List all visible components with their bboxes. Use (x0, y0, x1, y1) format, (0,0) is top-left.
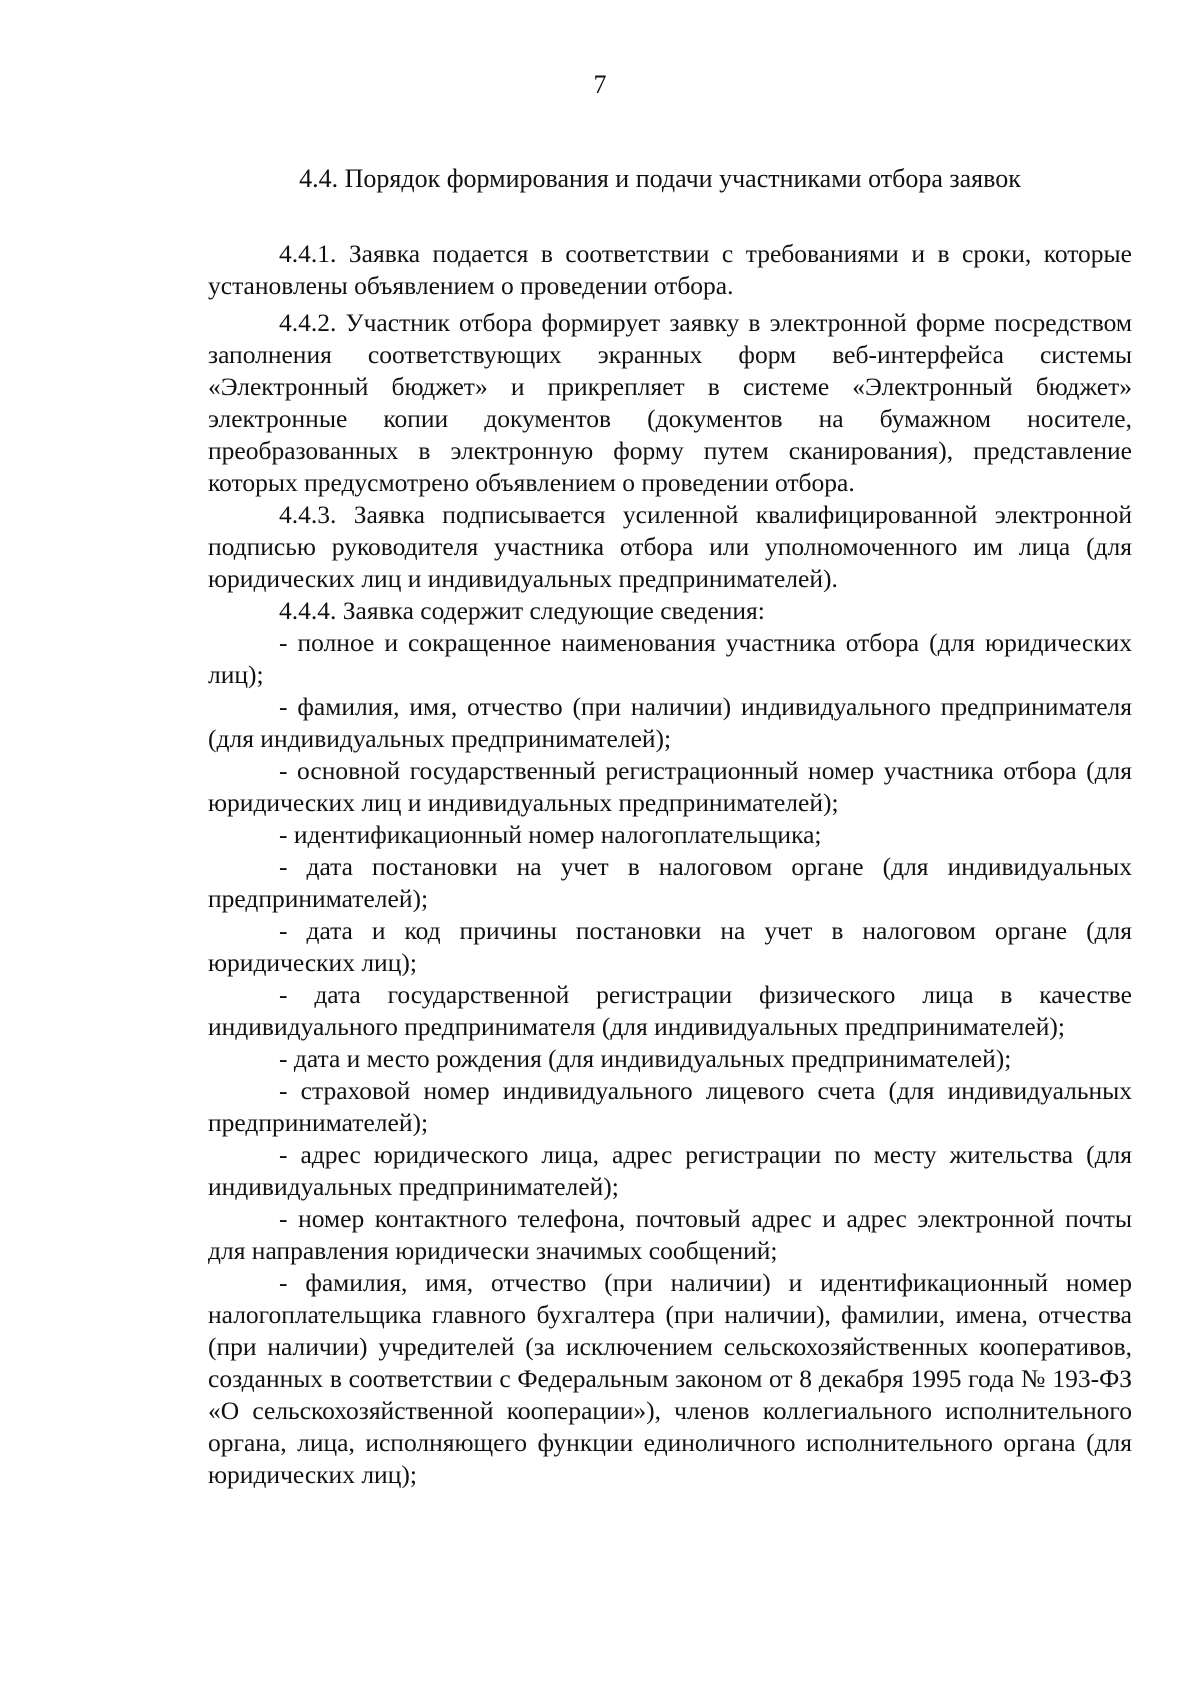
list-item-contacts: - номер контактного телефона, почтовый адрес и адрес электронной почты для направления юридически значимых сообщений; (208, 1204, 1132, 1265)
paragraph-4-4-2: 4.4.2. Участник отбора формирует заявку в электронной форме посредством заполнения соответствующих экранных форм веб-интерфейса системы «Электронный бюджет» и прикрепляет в системе «Электронный бюджет» электронные копии документов (документов на бумажном носителе, преобразованных в электронную форму путем сканирования), представление которых предусмотрено объявлением о проведении отбора. (208, 308, 1132, 497)
list-item-inn: - идентификационный номер налогоплательщика; (279, 820, 822, 849)
list-item-entrepreneur-name: - фамилия, имя, отчество (при наличии) индивидуального предпринимателя (для индивидуальных предпринимателей); (208, 692, 1132, 753)
list-item-full-name: - полное и сокращенное наименования участника отбора (для юридических лиц); (208, 628, 1132, 689)
list-item-officers: - фамилия, имя, отчество (при наличии) и идентификационный номер налогоплательщика главного бухгалтера (при наличии), фамилии, имена, отчества (при наличии) учредителей (за исключением сельскохозяйственных кооперативов, созданных в соответствии с Федеральным законом от 8 декабря 1995 года № 193-ФЗ «О сельскохозяйственной кооперации»), членов коллегиального исполнительного органа, лица, исполняющего функции единоличного исполнительного органа (для юридических лиц); (208, 1268, 1132, 1489)
section-heading: 4.4. Порядок формирования и подачи участниками отбора заявок (299, 164, 1021, 193)
list-item-address: - адрес юридического лица, адрес регистрации по месту жительства (для индивидуальных предпринимателей); (208, 1140, 1132, 1201)
document-body (208, 238, 1132, 1491)
list-item-ogrn: - основной государственный регистрационный номер участника отбора (для юридических лиц и индивидуальных предпринимателей); (208, 756, 1132, 817)
list-item-birth-date-place: - дата и место рождения (для индивидуальных предпринимателей); (279, 1044, 1012, 1073)
list-item-state-registration-date: - дата государственной регистрации физического лица в качестве индивидуального предпринимателя (для индивидуальных предпринимателей); (208, 980, 1132, 1041)
page-number: 7 (593, 70, 607, 99)
list-item-snils: - страховой номер индивидуального лицевого счета (для индивидуальных предпринимателей); (208, 1076, 1132, 1137)
paragraph-4-4-4: 4.4.4. Заявка содержит следующие сведения: (279, 596, 765, 625)
paragraph-4-4-3: 4.4.3. Заявка подписывается усиленной квалифицированной электронной подписью руководителя участника отбора или уполномоченного им лица (для юридических лиц и индивидуальных предпринимателей). (208, 500, 1132, 593)
list-item-tax-registration-date: - дата постановки на учет в налоговом органе (для индивидуальных предпринимателей); (208, 852, 1132, 913)
paragraph-4-4-1: 4.4.1. Заявка подается в соответствии с требованиями и в сроки, которые установлены объявлением о проведении отбора. (208, 239, 1132, 300)
list-item-tax-registration-code: - дата и код причины постановки на учет в налоговом органе (для юридических лиц); (208, 916, 1132, 977)
